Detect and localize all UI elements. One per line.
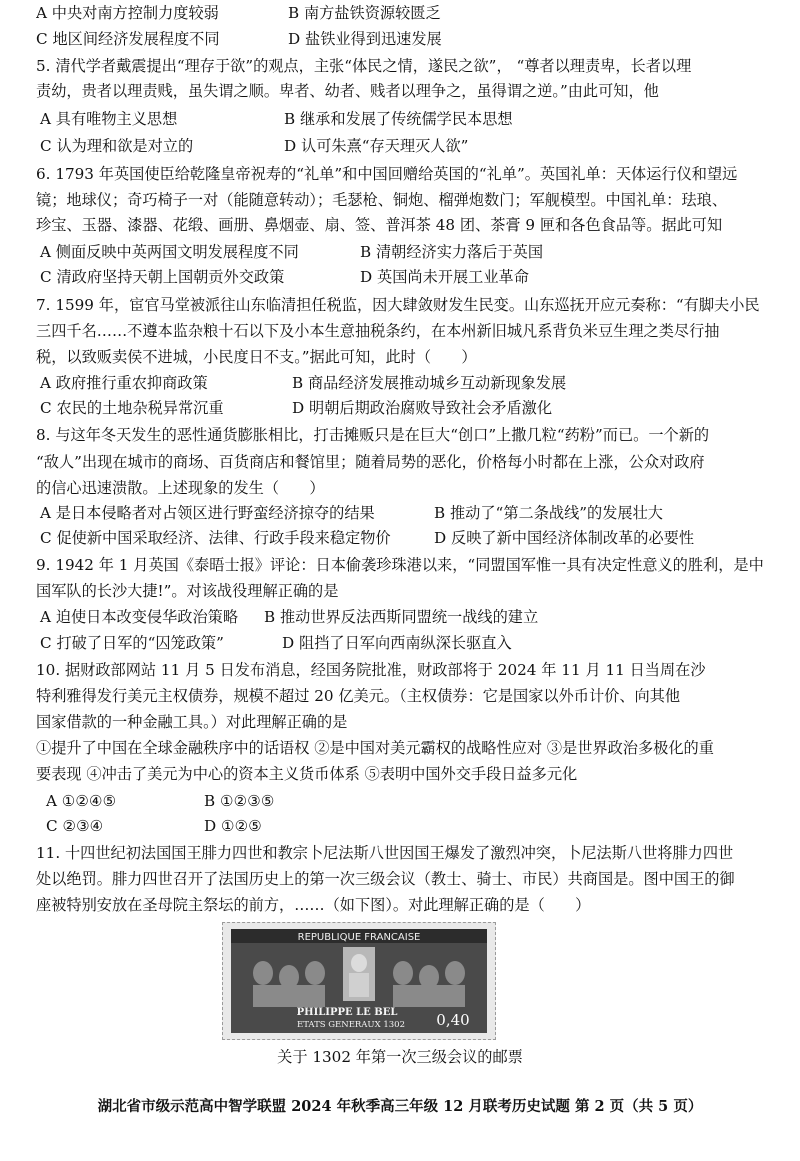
q7-option-c: C 农民的土地杂税异常沉重 <box>40 399 224 417</box>
q7-option-d: D 明朝后期政治腐败导致社会矛盾激化 <box>292 399 553 417</box>
q6-option-b: B 清朝经济实力落后于英国 <box>360 243 544 261</box>
q5-option-b: B 继承和发展了传统儒学民本思想 <box>284 110 513 128</box>
stamp-name-text: PHILIPPE LE BEL <box>296 1007 398 1018</box>
q8-stem-line: 8. 与这年冬天发生的恶性通货膨胀相比，打击摊贩只是在巨大“创口”上撒几粒“药粉”而已。一个新的 <box>36 426 710 444</box>
q7-options-row-1 <box>36 372 764 394</box>
q6-options-row-2 <box>36 266 764 288</box>
q9-stem-line: 9. 1942 年 1 月英国《泰晤士报》评论：日本偷袭珍珠港以来，“同盟国军惟一具有决定性意义的胜利，是中 <box>36 556 764 574</box>
q5-option-d: D 认可朱熹“存天理灭人欲” <box>284 137 469 155</box>
q4-option-c: C 地区间经济发展程度不同 <box>36 30 220 48</box>
q5-options-row-2 <box>36 135 764 157</box>
stamp-event-text: ETATS GENERAUX 1302 <box>296 1020 406 1030</box>
q9-options-row-2 <box>36 632 764 654</box>
q5-stem-line: 责幼，贵者以理责贱，虽失谓之顺。卑者、幼者、贱者以理争之，虽得谓之逆。”由此可知，他 <box>36 82 659 100</box>
figure-caption: 关于 1302 年第一次三级会议的邮票 <box>277 1048 523 1066</box>
q6-option-a: A 侧面反映中英两国文明发展程度不同 <box>40 243 299 261</box>
q10-option-c: C ②③④ <box>46 817 104 835</box>
q6-stem-line: 镜；地球仪；奇巧椅子一对（能随意转动）；毛瑟枪、铜炮、榴弹炮数门；军舰模型。中国礼单：珐琅、 <box>36 191 728 209</box>
q7-stem-line: 税，以致贩卖侯不进城，小民度日不支。”据此可知，此时（ ） <box>36 348 477 366</box>
q8-options-row-1 <box>36 502 764 524</box>
q10-options-row-2 <box>36 815 764 837</box>
q5-option-a: A 具有唯物主义思想 <box>40 110 178 128</box>
q8-stem-line: “敌人”出现在城市的商场、百货商店和餐馆里；随着局势的恶化，价格每小时都在上涨，公众对政府 <box>36 453 705 471</box>
q5-option-c: C 认为理和欲是对立的 <box>40 137 194 155</box>
q10-options-row-1 <box>36 790 764 812</box>
q5-options-row-1 <box>36 108 764 130</box>
q9-option-b: B 推动世界反法西斯同盟统一战线的建立 <box>264 608 539 626</box>
q4-option-b: B 南方盐铁资源较匮乏 <box>288 4 441 22</box>
q9-stem-line: 国军队的长沙大捷!”。对该战役理解正确的是 <box>36 582 339 600</box>
q7-stem-line: 三四千名……不遵本监杂粮十石以下及小本生意抽税条约，在本州新旧城凡系背负米豆生理之类尽行抽 <box>36 322 720 340</box>
q10-stem-line: 要表现 ④冲击了美元为中心的资本主义货币体系 ⑤表明中国外交手段日益多元化 <box>36 765 578 783</box>
q7-options-row-2 <box>36 397 764 419</box>
q4-options-row-2 <box>36 28 764 50</box>
q5-stem-line: 5. 清代学者戴震提出“理存于欲”的观点，主张“体民之情，遂民之欲”， “尊者以理责卑，长者以理 <box>36 57 692 75</box>
q11-stem-line: 11. 十四世纪初法国国王腓力四世和教宗卜尼法斯八世因国王爆发了激烈冲突，卜尼法斯八世将腓力四世 <box>36 844 734 862</box>
q7-option-a: A 政府推行重农抑商政策 <box>40 374 208 392</box>
q11-stem-line: 座被特别安放在圣母院主祭坛的前方，……（如下图）。对此理解正确的是（ ） <box>36 896 591 914</box>
q9-option-d: D 阻挡了日军向西南纵深长驱直入 <box>282 634 512 652</box>
stamp-value-text: 0,40 <box>436 1011 470 1029</box>
q6-stem-line: 6. 1793 年英国使臣给乾隆皇帝祝寿的“礼单”和中国回赠给英国的“礼单”。英国礼单：天体运行仪和望远 <box>36 165 738 183</box>
q8-option-d: D 反映了新中国经济体制改革的必要性 <box>434 529 695 547</box>
q10-stem-line: 国家借款的一种金融工具。）对此理解正确的是 <box>36 713 348 731</box>
stamp-country-text: REPUBLIQUE FRANCAISE <box>297 932 421 943</box>
q6-option-c: C 清政府坚持天朝上国朝贡外交政策 <box>40 268 285 286</box>
q10-option-d: D ①②⑤ <box>204 817 262 835</box>
throne-king <box>343 947 375 1001</box>
q6-option-d: D 英国尚未开展工业革命 <box>360 268 529 286</box>
q4-options-row-1 <box>36 2 764 24</box>
q4-option-a: A 中央对南方控制力度较弱 <box>36 4 219 22</box>
q8-stem-line: 的信心迅速溃散。上述现象的发生（ ） <box>36 479 325 497</box>
q9-options-row-1 <box>36 606 764 628</box>
q11-stem-line: 处以绝罚。腓力四世召开了法国历史上的第一次三级会议（教士、骑士、市民）共商国是。图中国王的御 <box>36 870 735 888</box>
q8-option-c: C 促使新中国采取经济、法律、行政手段来稳定物价 <box>40 529 391 547</box>
q10-stem-line: 10. 据财政部网站 11 月 5 日发布消息，经国务院批准，财政部将于 2024 年 11 月 11 日当周在沙 <box>36 661 706 679</box>
q10-stem-line: ①提升了中国在全球金融秩序中的话语权 ②是中国对美元霸权的战略性应对 ③是世界政治多极化的重 <box>36 739 714 757</box>
q8-options-row-2 <box>36 527 764 549</box>
q4-option-d: D 盐铁业得到迅速发展 <box>288 30 442 48</box>
stamp-illustration <box>223 923 495 1039</box>
q6-stem-line: 珍宝、玉器、漆器、花缎、画册、鼻烟壶、扇、签、普洱茶 48 团、茶膏 9 匣和各色食品等。据此可知 <box>36 216 723 234</box>
q8-option-b: B 推动了“第二条战线”的发展壮大 <box>434 504 663 522</box>
q9-option-c: C 打破了日军的“囚笼政策” <box>40 634 224 652</box>
q7-option-b: B 商品经济发展推动城乡互动新现象发展 <box>292 374 567 392</box>
page-footer: 湖北省市级示范高中智学联盟 2024 年秋季高三年级 12 月联考历史试题 第 2 页（共 5 页） <box>97 1098 703 1115</box>
q8-option-a: A 是日本侵略者对占领区进行野蛮经济掠夺的结果 <box>40 504 375 522</box>
q10-stem-line: 特利雅得发行美元主权债券，规模不超过 20 亿美元。（主权债券：它是国家以外币计价、向其他 <box>36 687 681 705</box>
q9-option-a: A 迫使日本改变侵华政治策略 <box>40 608 239 626</box>
q6-options-row-1 <box>36 241 764 263</box>
stamp-image <box>222 922 496 1040</box>
q7-stem-line: 7. 1599 年，宦官马堂被派往山东临清担任税监，因大肆敛财发生民变。山东巡抚开应元奏称：“有脚夫小民 <box>36 296 760 314</box>
q10-option-a: A ①②④⑤ <box>46 792 117 810</box>
q10-option-b: B ①②③⑤ <box>204 792 275 810</box>
